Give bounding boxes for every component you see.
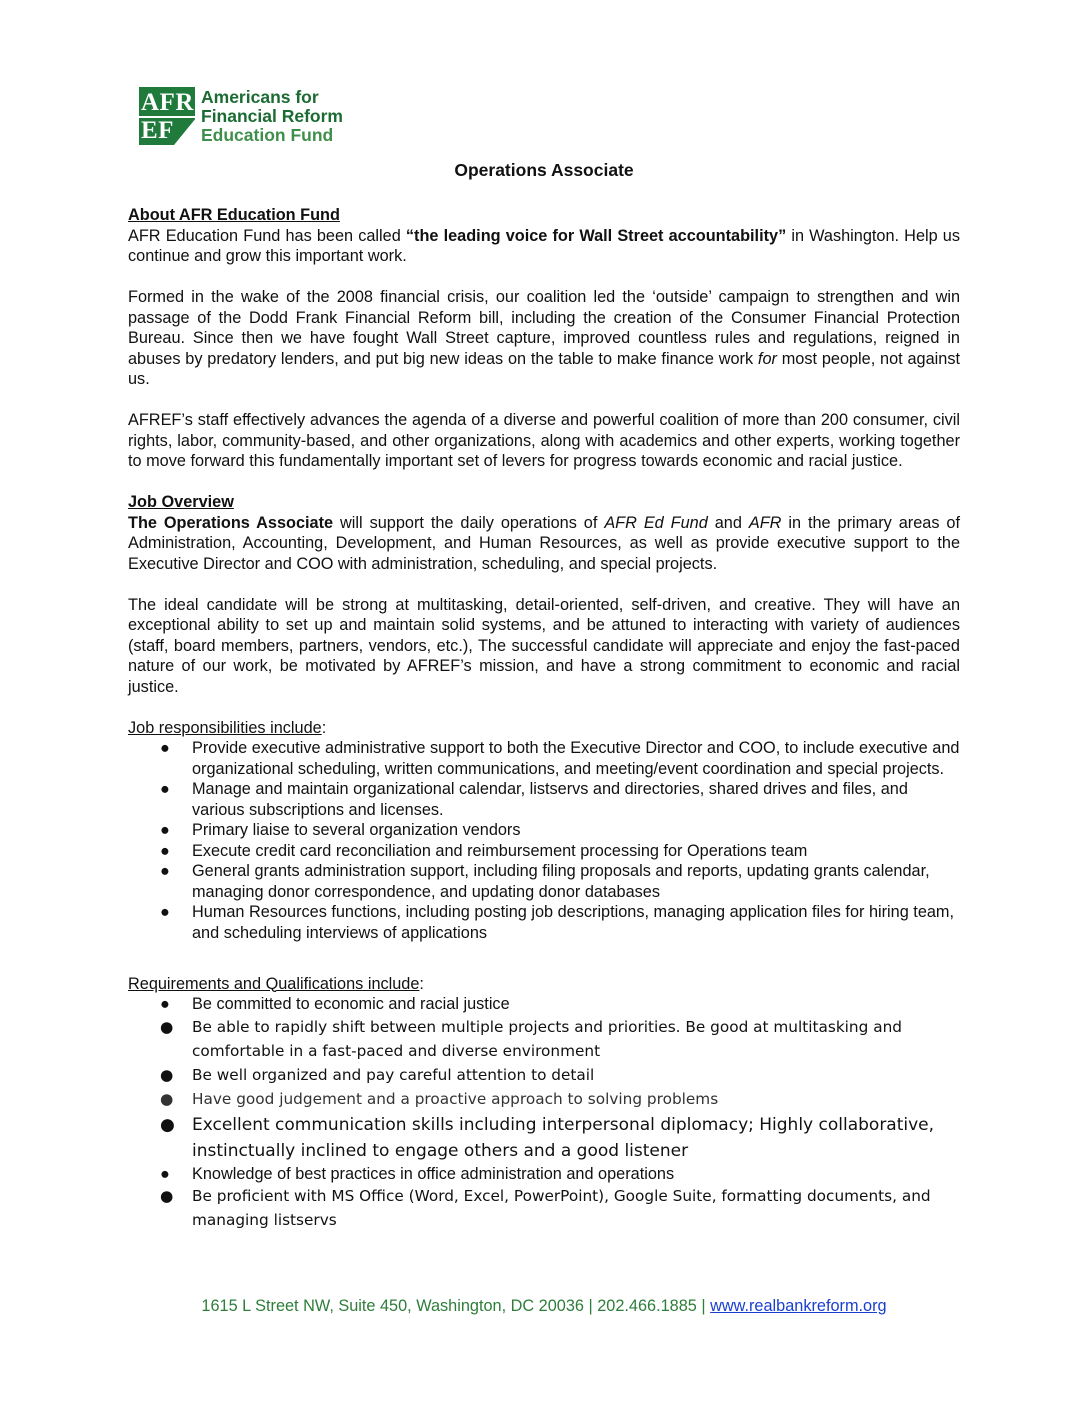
document-body [128,205,960,1233]
page-title: Operations Associate [454,160,634,180]
overview-paragraph-1: The Operations Associate will support the daily operations of AFR Ed Fund and AFR in the primary areas of Administration, Accounting, Development, and Human Resources, as well as provide executive support to the Executive Director and COO with administration, scheduling, and special projects. [128,513,960,573]
list-item: ● Primary liaise to several organization vendors [160,821,521,839]
list-item: ● General grants administration support, including filing proposals and reports, updating grants calendar, managing donor correspondence, and updating donor databases [160,862,930,901]
logo-mark [139,87,195,145]
list-item: ● Human Resources functions, including posting job descriptions, managing application files for hiring team, and scheduling interviews of applications [160,903,955,942]
about-heading: About AFR Education Fund [128,206,340,224]
list-item: ● Manage and maintain organizational calendar, listservs and directories, shared drives and files, and various subscriptions and licenses. [160,780,908,819]
responsibilities-list [128,738,960,943]
logo-text-line1: Americans for [201,86,319,107]
list-item: ● Execute credit card reconciliation and reimbursement processing for Operations team [160,841,808,860]
list-item: ● Excellent communication skills including interpersonal diplomacy; Highly collaborative, instinctually inclined to engage others and a good listener [160,1114,935,1161]
requirements-heading: Requirements and Qualifications include: [128,974,424,993]
responsibilities-heading: Job responsibilities include: [128,718,327,737]
about-paragraph-1: AFR Education Fund has been called “the leading voice for Wall Street accountability” in Washington. Help us continue and grow this important work. [128,226,960,265]
afref-logo [139,87,343,145]
overview-heading: Job Overview [128,493,234,511]
list-item: ● Be proficient with MS Office (Word, Excel, PowerPoint), Google Suite, formatting documents, and managing listservs [160,1187,931,1230]
logo-mark-line1: AFR [141,89,194,116]
about-paragraph-3: AFREF’s staff effectively advances the agenda of a diverse and powerful coalition of more than 200 consumer, civil rights, labor, community-based, and other organizations, along with academics and other experts, working together to move forward this fundamentally important set of levers for progress towards economic and racial justice. [128,411,960,470]
overview-paragraph-2: The ideal candidate will be strong at multitasking, detail-oriented, self-driven, and creative. They will have an exceptional ability to set up and maintain solid systems, and be attuned to interacting with variety of audiences (staff, board members, partners, vendors, etc.), The successful candidate will appreciate and enjoy the fast-paced nature of our work, be motivated by AFREF’s mission, and have a strong commitment to economic and racial justice. [128,595,960,696]
logo-text-line3: Education Fund [201,124,334,145]
list-item: ● Be well organized and pay careful attention to detail [160,1066,595,1085]
requirements-list [128,994,960,1233]
list-item: ● Knowledge of best practices in office administration and operations [160,1164,675,1183]
website-link[interactable]: www.realbankreform.org [710,1297,887,1315]
list-item: ● Have good judgement and a proactive approach to solving problems [160,1090,719,1109]
logo-text-line2: Financial Reform [201,105,343,126]
list-item: ● Be committed to economic and racial justice [160,995,510,1013]
logo-text [201,88,343,145]
about-paragraph-2: Formed in the wake of the 2008 financial crisis, our coalition led the ‘outside’ campaign to strengthen and win passage of the Dodd Frank Financial Reform bill, including the creation of the Consumer Financial Protection Bureau. Since then we have fought Wall Street capture, improved countless rules and regulations, reigned in abuses by predatory lenders, and put big new ideas on the table to make finance work for most people, not against us. [128,288,960,388]
logo-mark-line2: EF [141,117,174,144]
list-item: ● Provide executive administrative support to both the Executive Director and COO, to include executive and organizational scheduling, written communications, and meeting/event coordination and special projects. [160,739,960,778]
list-item: ● Be able to rapidly shift between multiple projects and priorities. Be good at multitasking and comfortable in a fast-paced and diverse environment [160,1017,902,1060]
footer [0,1297,1088,1316]
footer-address: 1615 L Street NW, Suite 450, Washington, DC 20036 | 202.466.1885 | [201,1297,711,1315]
